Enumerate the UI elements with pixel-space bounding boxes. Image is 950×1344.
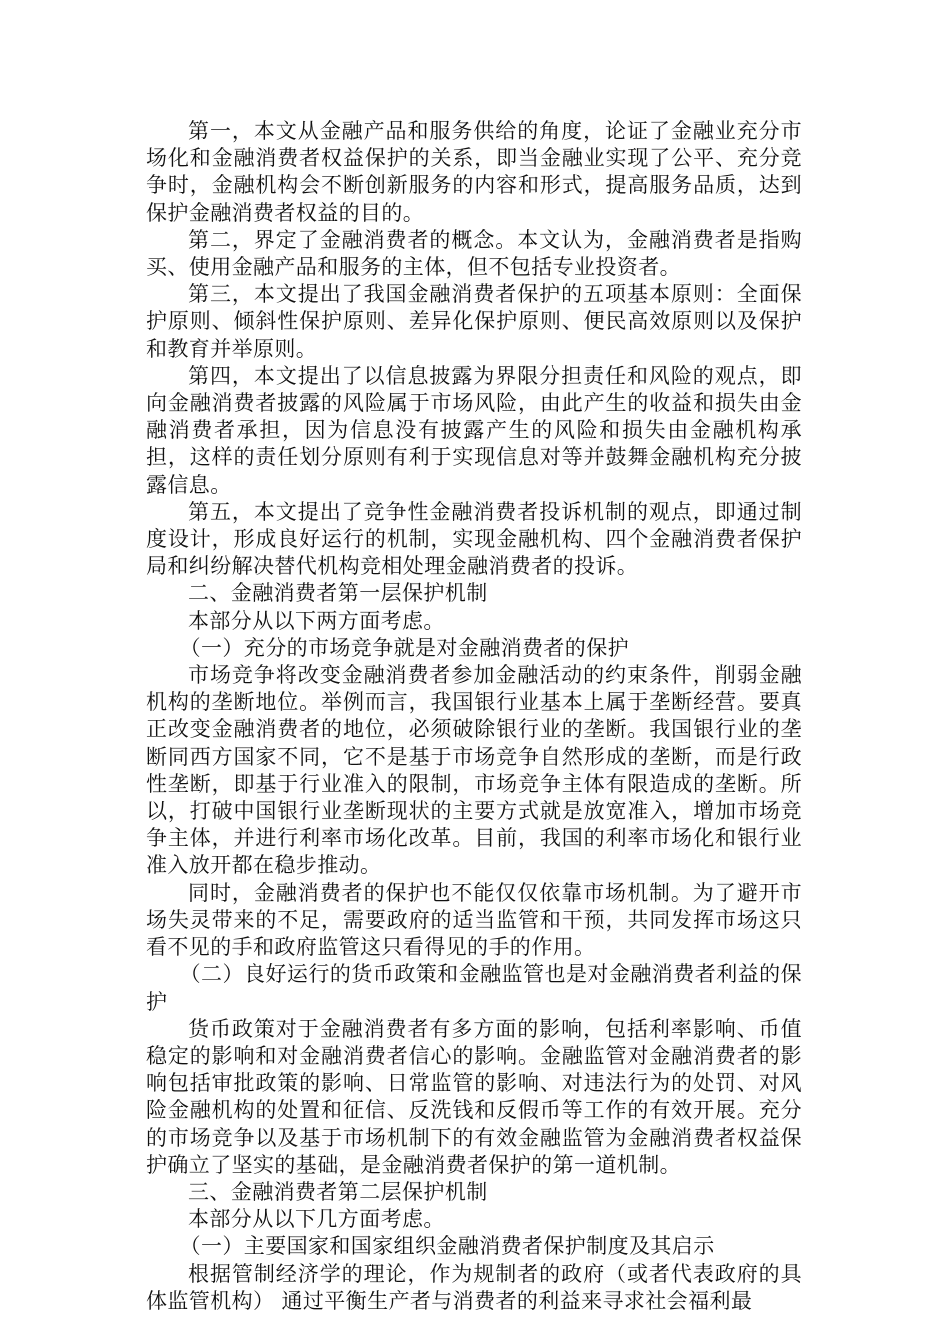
paragraph-point-three: 第三，本文提出了我国金融消费者保护的五项基本原则：全面保护原则、倾斜性保护原则、差异化保护原则、便民高效原则以及保护和教育并举原则。: [146, 282, 802, 361]
subsection-heading-2-1: （一）充分的市场竞争就是对金融消费者的保护: [179, 635, 629, 660]
section-heading-3: 三、金融消费者第二层保护机制: [188, 1179, 488, 1204]
section-heading-2: 二、金融消费者第一层保护机制: [188, 581, 488, 606]
paragraph-point-two: 第二，界定了金融消费者的概念。本文认为，金融消费者是指购买、使用金融产品和服务的主体，但不包括专业投资者。: [146, 227, 802, 280]
subsection-heading-2-2: （二）良好运行的货币政策和金融监管也是对金融消费者利益的保护: [146, 962, 802, 1014]
subsection-heading-3-1: （一）主要国家和国家组织金融消费者保护制度及其启示: [179, 1234, 715, 1259]
paragraph-monetary-policy: 货币政策对于金融消费者有多方面的影响，包括利率影响、币值稳定的影响和对金融消费者信心的影响。金融监管对金融消费者的影响包括审批政策的影响、日常监管的影响、对违法行为的处罚、对风险金融机构的处置和征信、反洗钱和反假币等工作的有效开展。充分的市场竞争以及基于市场机制下的有效金融监管为金融消费者权益保护确立了坚实的基础，是金融消费者保护的第一道机制。: [146, 1016, 802, 1177]
paragraph-point-one: 第一，本文从金融产品和服务供给的角度，论证了金融业充分市场化和金融消费者权益保护的关系，即当金融业实现了公平、充分竞争时，金融机构会不断创新服务的内容和形式，提高服务品质，达到保护金融消费者权益的目的。: [146, 119, 802, 225]
paragraph-intro-3: 本部分从以下几方面考虑。: [188, 1207, 445, 1232]
paragraph-intro-2: 本部分从以下两方面考虑。: [188, 608, 445, 633]
document-body: [146, 118, 802, 1315]
paragraph-regulation-theory: 根据管制经济学的理论，作为规制者的政府（或者代表政府的具体监管机构） 通过平衡生产者与消费者的利益来寻求社会福利最: [146, 1261, 802, 1313]
paragraph-market-competition: 市场竞争将改变金融消费者参加金融活动的约束条件，削弱金融机构的垄断地位。举例而言，我国银行业基本上属于垄断经营。要真正改变金融消费者的地位，必须破除银行业的垄断。我国银行业的垄断同西方国家不同，它不是基于市场竞争自然形成的垄断，而是行政性垄断，即基于行业准入的限制，市场竞争主体有限造成的垄断。所以，打破中国银行业垄断现状的主要方式就是放宽准入，增加市场竞争主体，并进行利率市场化改革。目前，我国的利率市场化和银行业准入放开都在稳步推动。: [146, 663, 802, 878]
paragraph-point-four: 第四，本文提出了以信息披露为界限分担责任和风险的观点，即向金融消费者披露的风险属于市场风险，由此产生的收益和损失由金融消费者承担，因为信息没有披露产生的风险和损失由金融机构承担，这样的责任划分原则有利于实现信息对等并鼓舞金融机构充分披露信息。: [146, 363, 802, 497]
paragraph-market-failure: 同时，金融消费者的保护也不能仅仅依靠市场机制。为了避开市场失灵带来的不足，需要政府的适当监管和干预，共同发挥市场这只看不见的手和政府监管这只看得见的手的作用。: [146, 880, 802, 960]
paragraph-point-five: 第五，本文提出了竞争性金融消费者投诉机制的观点，即通过制度设计，形成良好运行的机制，实现金融机构、四个金融消费者保护局和纠纷解决替代机构竞相处理金融消费者的投诉。: [146, 499, 802, 579]
